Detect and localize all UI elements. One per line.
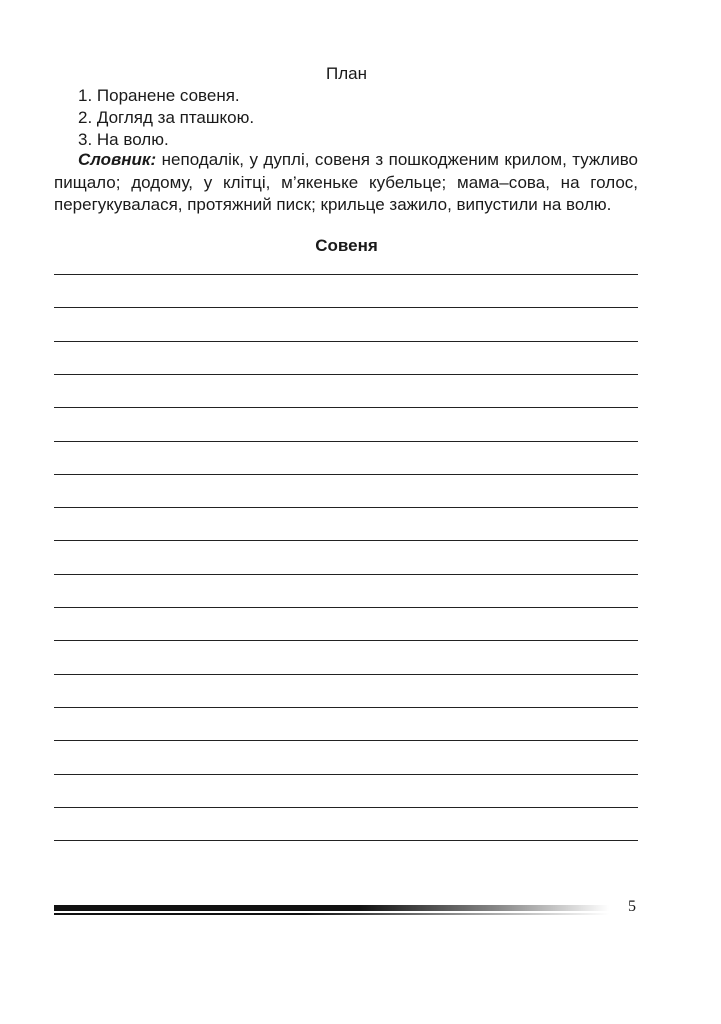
writing-line[interactable] <box>54 374 638 375</box>
writing-line[interactable] <box>54 441 638 442</box>
plan-title: План <box>326 64 367 83</box>
footer-rule <box>54 905 609 915</box>
plan-item: 3. На волю. <box>78 130 169 149</box>
vocabulary-label: Словник: <box>78 150 157 169</box>
writing-line[interactable] <box>54 840 638 841</box>
page-number: 5 <box>628 898 636 915</box>
writing-line[interactable] <box>54 307 638 308</box>
plan-item: 2. Догляд за пташкою. <box>78 108 255 127</box>
writing-line[interactable] <box>54 640 638 641</box>
footer-rule-thick <box>54 905 609 911</box>
writing-line[interactable] <box>54 274 638 275</box>
writing-line[interactable] <box>54 807 638 808</box>
writing-line[interactable] <box>54 674 638 675</box>
writing-line[interactable] <box>54 341 638 342</box>
writing-line[interactable] <box>54 574 638 575</box>
writing-line[interactable] <box>54 407 638 408</box>
writing-line[interactable] <box>54 607 638 608</box>
writing-line[interactable] <box>54 707 638 708</box>
essay-title: Совеня <box>315 236 378 255</box>
plan-item: 1. Поранене совеня. <box>78 86 240 105</box>
writing-line[interactable] <box>54 540 638 541</box>
writing-line[interactable] <box>54 740 638 741</box>
writing-line[interactable] <box>54 474 638 475</box>
writing-line[interactable] <box>54 774 638 775</box>
footer-rule-thin <box>54 913 609 915</box>
vocabulary-text: неподалік, у дуплі, совеня з пошкодженим крилом, тужливо пищало; додому, у клітці, м’якеньке кубельце; мама–сова, на голос, перегукувалася, протяжний писк; крильце зажило, випустили на волю. <box>54 150 638 214</box>
writing-area[interactable] <box>54 0 638 1024</box>
writing-line[interactable] <box>54 507 638 508</box>
